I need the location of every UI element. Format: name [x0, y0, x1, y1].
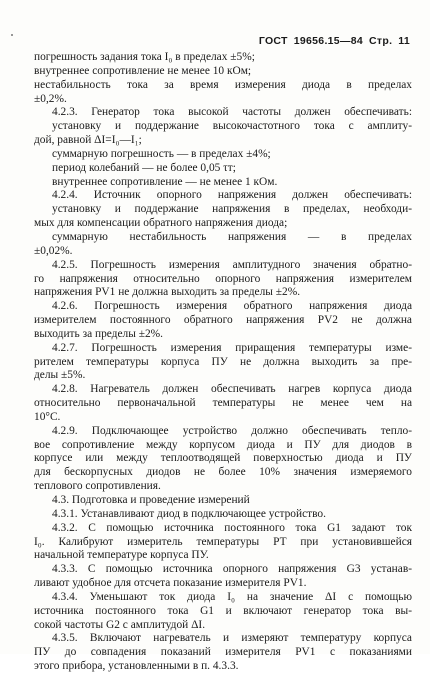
text-line: 4.2.6. Погрешность измерения обратного напряжения диода: [52, 300, 412, 313]
header-number: 19656.15—84: [293, 35, 364, 47]
page-header: [253, 35, 410, 49]
text-line: этого прибора, установленными в п. 4.3.3.: [34, 660, 239, 673]
text-line: период колебаний — не более 0,05 τт;: [52, 161, 236, 174]
text-line: рителем температуры корпуса ПУ не должна выходить за пре-: [34, 355, 412, 368]
text-line: начальной температуре корпуса ПУ.: [34, 549, 209, 562]
text-line: 4.2.5. Погрешность измерения амплитудного значения обратно-: [52, 258, 412, 271]
text-line: ±0,02%.: [34, 244, 73, 257]
text-line: напряжения PV1 не должна выходить за пределы ±2%.: [34, 286, 301, 299]
text-line: источника постоянного тока G1 и включают генератор тока вы-: [34, 604, 412, 617]
text-line: погрешность задания тока I₀ в пределах ±5%;: [34, 51, 255, 63]
text-line: вое сопротивление между корпусом диода и ПУ для диодов в: [34, 438, 412, 451]
text-line: корпусе или между теплоотводящей поверхностью диода и ПУ: [34, 452, 412, 465]
text-line: мых для компенсации обратного напряжения диода;: [34, 217, 288, 230]
text-line: 4.3.1. Устанавливают диод в подключающее устройство.: [52, 507, 326, 520]
text-line: 10°С.: [34, 410, 61, 423]
text-line: 4.3. Подготовка и проведение измерений: [52, 494, 250, 506]
text-line: измерителем постоянного обратного напряжения PV2 не должна: [34, 314, 412, 327]
text-line: 4.2.4. Источник опорного напряжения должен обеспечивать:: [52, 189, 412, 202]
text-line: 4.3.3. С помощью источника опорного напряжения G3 устанав-: [52, 563, 412, 576]
header-page-number: 11: [398, 35, 410, 47]
text-line: 4.3.5. Включают нагреватель и измеряют температуру корпуса: [52, 632, 412, 645]
text-line: 4.2.9. Подключающее устройство должно обеспечивать тепло-: [52, 424, 412, 437]
text-line: суммарную погрешность — в пределах ±4%;: [52, 147, 271, 160]
text-line: установку и поддержание высокочастотного тока с амплиту-: [52, 120, 412, 133]
text-line: 4.2.3. Генератор тока высокой частоты должен обеспечивать:: [52, 106, 412, 119]
header-standard: ГОСТ: [258, 35, 288, 47]
text-line: 4.3.2. С помощью источника постоянного тока G1 задают ток: [52, 521, 412, 534]
text-line: выходить за пределы ±2%.: [34, 327, 163, 340]
scan-speck: [11, 34, 13, 36]
text-line: внутреннее сопротивление — не менее 1 кОм.: [52, 175, 278, 188]
text-line: 4.2.8. Нагреватель должен обеспечивать нагрев корпуса диода: [52, 383, 412, 396]
text-line: ±0,2%.: [34, 92, 67, 105]
header-page-label: Стр.: [369, 35, 393, 47]
text-line: I₀. Калибруют измеритель температуры РТ при установившейся: [34, 535, 412, 548]
text-line: 4.3.4. Уменьшают ток диода I₀ на значение ΔI с помощью: [52, 590, 412, 603]
text-line: установку и поддержание напряжения в пределах, необходи-: [52, 203, 412, 216]
text-line: относительно первоначальной температуры не менее чем на: [34, 397, 412, 410]
text-line: нестабильность тока за время измерения диода в пределах: [34, 78, 412, 91]
text-line: дой, равной ΔI=I₀—I₁;: [34, 134, 142, 147]
document-body: [34, 51, 412, 674]
text-line: го напряжения относительно опорного напряжения измерителем: [34, 272, 412, 285]
text-line: 4.2.7. Погрешность измерения приращения температуры изме-: [52, 341, 412, 354]
text-line: для бескорпусных диодов не более 10% значения измеряемого: [34, 466, 412, 479]
text-line: суммарную нестабильность напряжения — в пределах: [52, 230, 412, 243]
text-line: внутреннее сопротивление не менее 10 кОм;: [34, 64, 252, 77]
text-line: ПУ до совпадения показаний измерителя PV1 с показаниями: [34, 646, 412, 659]
text-line: теплового сопротивления.: [34, 480, 161, 493]
text-line: ливают удобное для отсчета показание измерителя PV1.: [34, 577, 307, 590]
text-line: делы ±5%.: [34, 369, 86, 382]
text-line: сокой частоты G2 с амплитудой ΔI.: [34, 618, 206, 631]
